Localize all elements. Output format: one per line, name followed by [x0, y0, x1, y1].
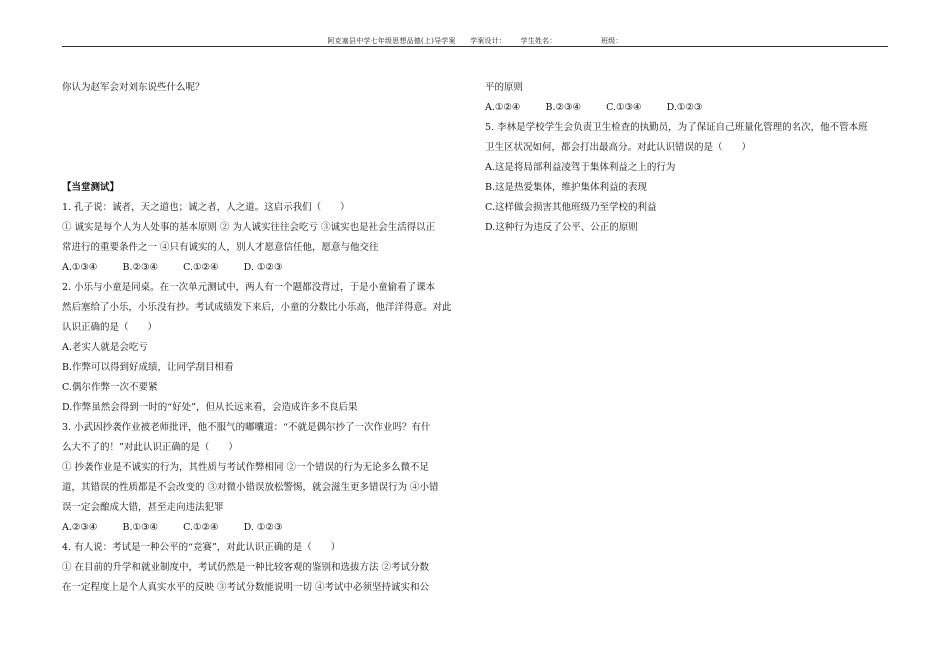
q4-stem-line: 4. 有人说：考试是一种公平的“竞赛”，对此认识正确的是（ ） [62, 542, 341, 553]
q2-option-b: B.作弊可以得到好成绩，让同学刮目相看 [62, 362, 234, 373]
right-column [485, 78, 895, 238]
header-designer: 学案设计： [470, 37, 507, 45]
q4-option-d: D.①②③ [666, 102, 703, 113]
header-student-name: 学生姓名： [520, 37, 557, 45]
q4-option-c: C.①③④ [606, 102, 642, 113]
answer-space [62, 98, 472, 178]
q5-option-d: D.这种行为违反了公平、公正的原则 [485, 222, 638, 233]
q4-continuation: 平的原则 [485, 82, 524, 93]
q3-stem-line: 么大不了的！”对此认识正确的是（ ） [62, 442, 238, 453]
q2-stem-line: 然后塞给了小乐，小乐没有抄。考试成绩发下来后，小童的分数比小乐高，他洋洋得意。对此 [62, 302, 452, 313]
q1-statement-line: ① 诚实是每个人为人处事的基本原则 ② 为人诚实往往会吃亏 ③诚实也是社会生活得以正 [62, 222, 436, 233]
q5-option-b: B.这是热爱集体，维护集体利益的表现 [485, 182, 648, 193]
q3-option-b: B.①③④ [122, 522, 159, 533]
q5-option-c: C.这样做会损害其他班级乃至学校的利益 [485, 202, 657, 213]
intro-question: 你认为赵军会对刘东说些什么呢？ [62, 82, 205, 93]
q1-statement-line: 常进行的重要条件之一 ④只有诚实的人，别人才愿意信任他，愿意与他交往 [62, 242, 379, 253]
q4-statement-line: ① 在目前的升学和就业制度中，考试仍然是一种比较客观的鉴别和选拔方法 ②考试分数 [62, 562, 430, 573]
section-title: 【当堂测试】 [62, 182, 120, 193]
header-line [62, 36, 888, 46]
q3-stem-line: 3. 小武因抄袭作业被老师批评，他不服气的嘟囔道：“不就是偶尔抄了一次作业吗？有什 [62, 422, 431, 433]
q5-stem-line: 卫生区状况如何，都会打出最高分。对此认识错误的是（ ） [485, 142, 752, 153]
q2-stem-line: 认识正确的是（ ） [62, 322, 158, 333]
q4-options [485, 98, 895, 118]
q4-option-a: A.①②④ [485, 102, 521, 113]
q1-option-b: B.②③④ [122, 262, 159, 273]
q1-option-a: A.①③④ [62, 262, 98, 273]
q3-option-a: A.②③④ [62, 522, 98, 533]
q1-option-d: D. ①②③ [243, 262, 283, 273]
q3-option-d: D. ①②③ [243, 522, 283, 533]
q3-option-c: C.①②④ [183, 522, 219, 533]
q1-stem: 1. 孔子说：诚者，天之道也；诚之者，人之道。这启示我们（ ） [62, 202, 350, 213]
q4-statement-line: 在一定程度上是个人真实水平的反映 ③考试分数能说明一切 ④考试中必须坚持诚实和公 [62, 582, 430, 593]
q5-stem-line: 5. 李林是学校学生会负责卫生检查的执勤员，为了保证自己班量化管理的名次，他不管本班 [485, 122, 868, 133]
q3-options [62, 518, 472, 538]
q1-option-c: C.①②④ [183, 262, 219, 273]
q3-statement-line: 道，其错误的性质都是不会改变的 ③对微小错误放松警惕，就会滋生更多错误行为 ④小错 [62, 482, 439, 493]
q1-options [62, 258, 472, 278]
q3-statement-line: 误一定会酿成大错，甚至走向违法犯罪 [62, 502, 224, 513]
header-class: 班级： [600, 37, 623, 45]
q2-option-c: C.偶尔作弊一次不要紧 [62, 382, 158, 393]
q4-option-b: B.②③④ [545, 102, 582, 113]
q2-stem-line: 2. 小乐与小童是同桌。在一次单元测试中，两人有一个题都没背过，于是小童偷看了课本 [62, 282, 436, 293]
q2-option-a: A.老实人就是会吃亏 [62, 342, 148, 353]
q3-statement-line: ① 抄袭作业是不诚实的行为，其性质与考试作弊相同 ②一个错误的行为无论多么微不足 [62, 462, 430, 473]
left-column [62, 78, 472, 598]
page-header [62, 34, 888, 47]
q5-option-a: A.这是将局部利益凌驾于集体利益之上的行为 [485, 162, 676, 173]
header-school-course: 阿克塞县中学七年级思想品德(上)导学案 [327, 37, 456, 45]
q2-option-d: D.作弊虽然会得到一时的“好处”，但从长远来看，会造成许多不良后果 [62, 402, 358, 413]
